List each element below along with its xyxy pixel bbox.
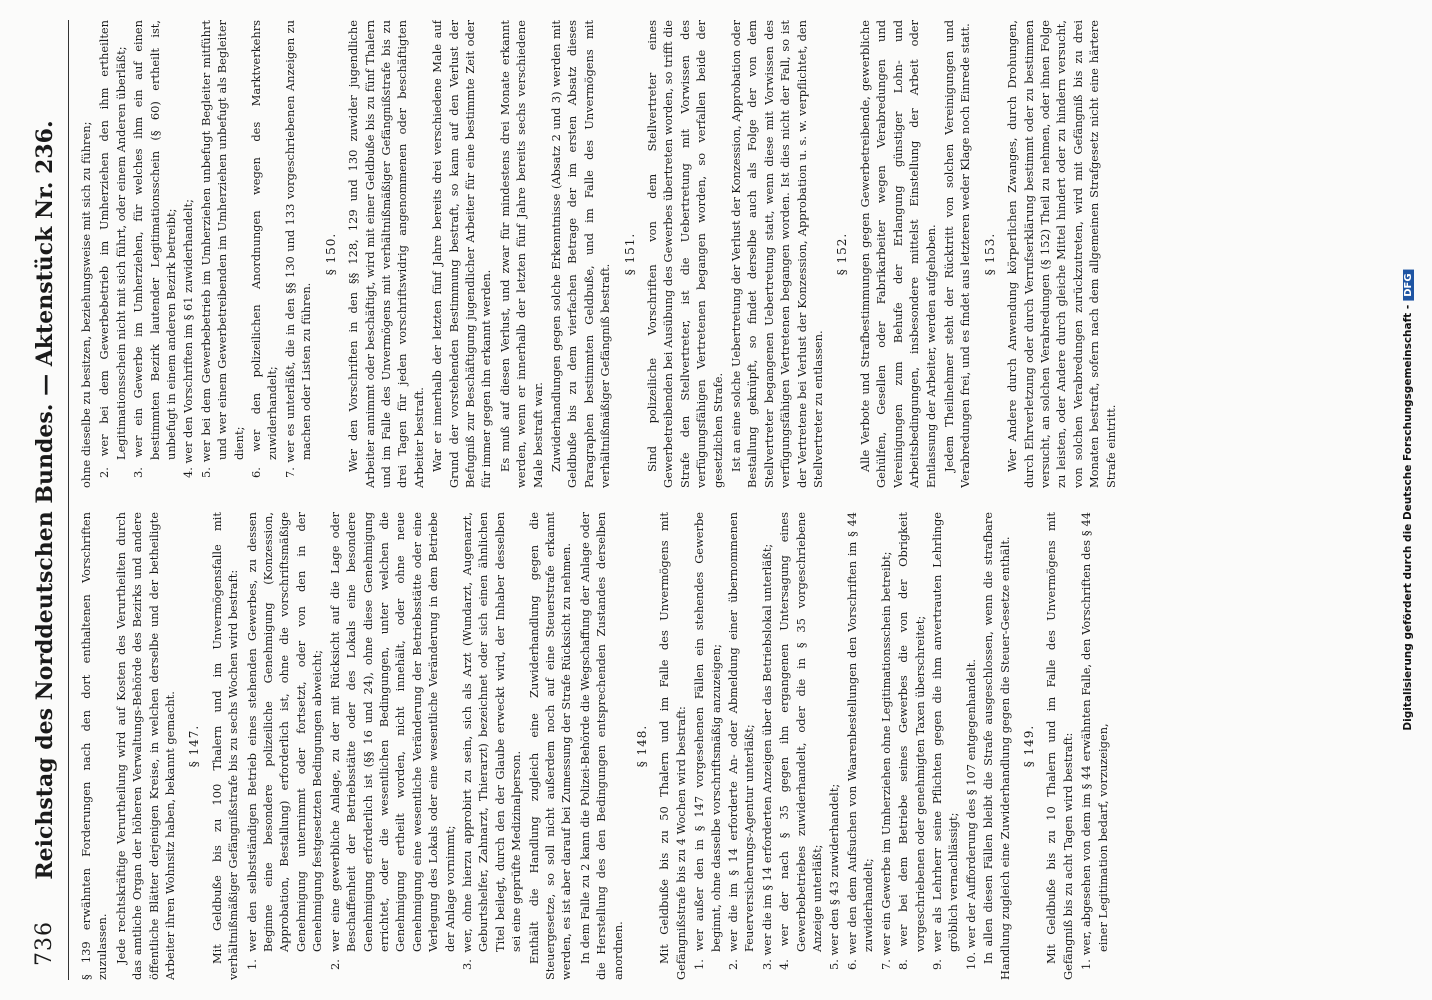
paragraph: In allen diesen Fällen bleibt die Strafe ausgeschlossen, wenn die strafbare Handlung zugleich eine Zuwiderhandlung gegen die Steuer-Gesetze enthält. [981, 512, 1012, 980]
digitization-note [1402, 269, 1414, 730]
list-item: 5. wer den § 43 zuwiderhandelt; [827, 783, 842, 970]
list-item: 2. wer bei dem Gewerbebetrieb im Umherziehen den ihm ertheilten Legitimationsschein nicht mit sich führt, oder einem Anderen überläßt; [97, 20, 128, 478]
paragraph: ohne dieselbe zu besitzen, beziehungsweise mit sich zu führen; [79, 121, 93, 488]
list-item: 10. wer der Aufforderung des § 107 entgegenhandelt. [963, 659, 978, 970]
paragraph: Wer den Vorschriften in den §§ 128, 129 und 130 zuwider jugendliche Arbeiter annimmt oder beschäftigt, wird mit einer Geldbuße bis zu fünf Thalern und im Falle des Unvermögens mit verhältnißmäßiger Gefängnißstrafe bis zu drei Tagen für jeden vorschriftswidrig angenommenen oder beschäftigten Arbeiter bestraft. [346, 20, 426, 488]
page-header [28, 20, 69, 980]
section-heading: § 149. [1021, 724, 1036, 768]
section-heading: § 151. [622, 232, 637, 276]
section-heading: § 148. [635, 724, 649, 768]
list-item: 6. wer den dem Aufsuchen von Waarenbestellungen den Vorschriften im § 44 zuwiderhandelt; [844, 512, 876, 970]
left-column [78, 512, 1368, 980]
list-item: 3. wer die im § 14 erforderten Anzeigen über das Betriebslokal unterläßt; [759, 543, 774, 970]
paragraph: Mit Geldbuße bis zu 50 Thalern und im Falle des Unvermögens mit Gefängnißstrafe bis zu 4 Wochen wird bestraft: [657, 512, 688, 980]
paragraph: Alle Verbote und Strafbestimmungen gegen Gewerbetreibende, gewerbliche Gehülfen, Gesellen oder Fabrikarbeiter wegen Verabredungen und Vereinigungen zum Behufe der Erlangung günstiger Lohn- und Arbeitsbedingungen, insbesondere mittelst Einstellung der Arbeit oder Entlassung der Arbeiter, werden aufgehoben. [857, 20, 938, 488]
paragraph: Zuwiderhandlungen gegen solche Erkenntnisse (Absatz 2 und 3) werden mit Geldbuße bis zu dem vierfachen Betrage der im ersten Absatz dieses Paragraphen bestimmten Geldbuße, und im Falle des Unvermögens mit verhältnißmäßiger Gefängniß bestraft. [548, 20, 613, 488]
list-item: 6. wer den polizeilichen Anordnungen wegen des Marktverkehrs zuwiderhandelt; [249, 20, 280, 478]
list-item: 4. wer der nach § 35 gegen ihn ergangenen Untersagung eines Gewerbebetriebes zuwiderhandelt, oder die in § 35 vorgeschriebene Anzeige unterläßt; [777, 512, 825, 970]
list-item: 5. wer bei dem Gewerbebetrieb im Umherziehen unbefugt Begleiter mitführt und wer einem Gewerbetreibenden im Umherziehen unbefugt als Begleiter dient; [198, 20, 246, 478]
list-item: 1. wer den selbstständigen Betrieb eines stehenden Gewerbes, zu dessen Beginne eine besondere polizeiliche Genehmigung (Konzession, Approbation, Bestallung) erforderlich ist, ohne die vorschriftsmäßige Genehmigung unternimmt oder fortsetzt, oder von den in der Genehmigung festgesetzten Bedingungen abweicht; [244, 512, 325, 970]
list-item: 2. wer eine gewerbliche Anlage, zu der mit Rücksicht auf die Lage oder Beschaffenheit der Betriebsstätte oder des Lokals eine besondere Genehmigung erforderlich ist (§§ 16 und 24), ohne diese Genehmigung errichtet, oder die wesentlichen Bedingungen, unter welchen die Genehmigung ertheilt worden, nicht innehält, oder ohne neue Genehmigung eine wesentliche Veränderung der Betriebsstätte oder eine Verlegung des Lokals oder eine wesentliche Veränderung in dem Betriebe der Anlage vornimmt; [327, 512, 457, 970]
section-heading: § 152. [835, 232, 850, 276]
section-heading: § 150. [323, 232, 338, 276]
section-heading: § 147. [187, 724, 202, 768]
dfg-logo: DFG [1403, 269, 1414, 300]
section-heading: § 153. [982, 232, 997, 276]
paragraph: Ist an eine solche Uebertretung der Verlust der Konzession, Approbation oder Bestallung geknüpft, so findet derselbe auch als Folge der von dem Stellvertreter begangenen Uebertretung statt, wenn diese mit Vorwissen des verfügungsfähigen Vertretenen begangen worden. Ist dies nicht der Fall, so ist der Vertretene bei Verlust der Konzession, Approbation u. s. w. verpflichtet, den Stellvertreter zu entlassen. [729, 20, 826, 488]
paragraph: Wer Andere durch Anwendung körperlichen Zwanges, durch Drohungen, durch Ehrverletzung oder durch Verrufserklärung bestimmt oder zu bestimmen versucht, an solchen Verabredungen (§ 152) Theil zu nehmen, oder ihnen Folge zu leisten, oder Andere durch gleiche Mittel hindert oder zu hindern versucht, von solchen Verabredungen zurückzutreten, wird mit Gefängniß bis zu drei Monaten bestraft, sofern nach dem allgemeinen Strafgesetz nicht eine härtere Strafe eintritt. [1005, 20, 1118, 488]
paragraph: Jedem Theilnehmer steht der Rücktritt von solchen Vereinigungen und Verabredungen frei, und es findet aus letzteren weder Klage noch Einrede statt. [941, 20, 973, 488]
page-number: 736 [32, 921, 57, 966]
paragraph: Mit Geldbuße bis zu 100 Thalern und im Unvermögensfalle mit verhältnißmäßiger Gefängnißstrafe bis zu sechs Wochen wird bestraft: [209, 512, 241, 980]
list-item: 8. wer bei dem Betriebe seines Gewerbes die von der Obrigkeit vorgeschriebenen oder genehmigten Taxen überschreitet; [896, 512, 927, 970]
paragraph: Sind polizeiliche Vorschriften von dem Stellvertreter eines Gewerbetreibenden bei Ausübung des Gewerbes übertreten worden, so trifft die Strafe den Stellvertreter, ist die Uebertretung mit Vorwissen des verfügungsfähigen Vertretenen begangen worden, so verfallen beide der gesetzlichen Strafe. [645, 20, 725, 488]
paragraph: Es muß auf diesen Verlust, und zwar für mindestens drei Monate erkannt werden, wenn er innerhalb der letzten fünf Jahre bereits sechs verschiedene Male bestraft war. [497, 20, 545, 488]
right-column [78, 20, 1368, 488]
list-item: 7. wer es unterläßt, die in den §§ 130 und 133 vorgeschriebenen Anzeigen zu machen oder Listen zu führen. [282, 20, 314, 478]
list-item: 7. wer ein Gewerbe im Umherziehen ohne Legitimationsschein betreibt; [878, 551, 893, 970]
list-item: 3. wer, ohne hierzu approbirt zu sein, sich als Arzt (Wundarzt, Augenarzt, Geburtshelfer, Zahnarzt, Thierarzt) bezeichnet oder sich einen ähnlichen Titel beilegt, durch den der Glaube erweckt wird, der Inhaber desselben sei eine geprüfte Medizinalperson. [459, 512, 524, 970]
digitization-text: Digitalisierung gefördert durch die Deutsche Forschungsgemeinschaft - [1402, 304, 1414, 731]
list-item: 1. wer, abgesehen von dem im § 44 erwähnten Falle, den Vorschriften des § 44 einer Legitimation bedarf, vorzuzeigen, [1079, 512, 1110, 970]
list-item: 2. wer die im § 14 erforderte An- oder Abmeldung einer übernommenen Feuerversicherungs-Agentur unterläßt; [726, 512, 757, 970]
paragraph: Enthält die Handlung zugleich eine Zuwiderhandlung gegen die Steuergesetze, so soll nicht außerdem noch auf eine Steuerstrafe erkannt werden, es ist aber darauf bei Zumessung der Strafe Rücksicht zu nehmen. [526, 512, 574, 980]
list-item: 1. wer außer den in § 147 vorgesehenen Fällen ein stehendes Gewerbe beginnt, ohne dasselbe vorschriftsmäßig anzuzeigen; [692, 512, 723, 970]
paragraph: War er innerhalb der letzten fünf Jahre bereits drei verschiedene Male auf Grund der vorstehenden Bestimmung bestraft, so kann auf den Verlust der Befugniß zur Beschäftigung jugendlicher Arbeiter für eine bestimmte Zeit oder für immer gegen ihn erkannt werden. [430, 20, 494, 488]
paragraph: Jede rechtskräftige Verurtheilung wird auf Kosten des Verurtheilten durch das amtliche Organ der höheren Verwaltungs-Behörde des Bezirks und andere öffentliche Blätter derjenigen Kreise, in welchen derselbe und der betheiligte Arbeiter ihren Wohnsitz haben, bekannt gemacht. [113, 512, 178, 980]
running-title: Reichstag des Norddeutschen Bundes. — Aktenstück Nr. 236. [32, 120, 58, 880]
paragraph: § 139 erwähnten Forderungen nach den dort enthaltenen Vorschriften zuzulassen. [79, 512, 110, 980]
list-item: 4. wer den Vorschriften im § 61 zuwiderhandelt; [181, 199, 196, 478]
list-item: 9. wer als Lehrherr seine Pflichten gegen die ihm anvertrauten Lehrlinge gröblich vernachlässigt; [929, 512, 961, 970]
text-columns [78, 20, 1368, 980]
list-item: 3. wer ein Gewerbe im Umherziehen, für welches ihm ein auf einen bestimmten Bezirk lautender Legitimationsschein (§ 60) ertheilt ist, unbefugt in einem anderen Bezirk betreibt; [131, 20, 179, 478]
paragraph: In dem Falle zu 2 kann die Polizei-Behörde die Wegschaffung der Anlage oder die Herstellung des den Bedingungen entsprechenden Zustandes derselben anordnen. [577, 512, 625, 980]
paragraph: Mit Geldbuße bis zu 10 Thalern und im Falle des Unvermögens mit Gefängniß bis zu acht Tagen wird bestraft: [1044, 512, 1075, 980]
